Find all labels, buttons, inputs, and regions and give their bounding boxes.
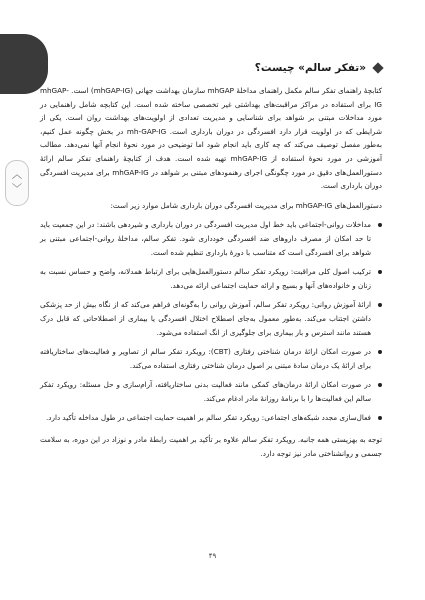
bullet-dot-icon (378, 223, 382, 227)
list-item (40, 265, 382, 292)
page-scroll-control[interactable] (5, 160, 29, 206)
guidelines-list (40, 218, 382, 425)
list-item (40, 218, 382, 259)
closing-paragraph: توجه به بهزیستی همه جانبه. رویکرد تفکر سالم علاوه بر تأکید بر اهمیت رابطۀ مادر و نوزاد در این دوره، به سلامت جسمی و روانشناختی مادر نیز توجه دارد. (40, 435, 382, 458)
list-item-text: در صورت امکان ارائۀ درمان شناختی رفتاری (CBT): رویکرد تفکر سالم از تصاویر و فعالیت‌های ساختاریافته برای ارائۀ یک درمان سادۀ مبتنی بر اصول درمان شناختی رفتاری استفاده می‌کند. (40, 347, 371, 370)
list-item-text: مداخلات روانی-اجتماعی باید خط اول مدیریت افسردگی در دوران بارداری و شیردهی باشند: در این جمعیت باید تا حد امکان از مصرف داروهای ضد افسردگی خودداری شود. تفکر سالم، مداخلۀ روانی-اجتماعی مبتنی بر شواهد برای افسردگی است که متناسب با دورۀ بارداری تنظیم شده است. (40, 220, 371, 257)
bullet-dot-icon (378, 383, 382, 387)
list-item (40, 298, 382, 339)
bullet-dot-icon (378, 350, 382, 354)
guidelines-intro: دستورالعمل‌های mhGAP-IG برای مدیریت افسردگی دوران بارداری شامل موارد زیر است: (110, 200, 382, 210)
list-item-text: ترکیب اصول کلی مراقبت: رویکرد تفکر سالم دستورالعمل‌هایی برای ارتباط همدلانه، واضح و حساس نسبت به زنان و خانواده‌های آنها و بسیج و ارائه حمایت اجتماعی ارائه می‌دهد. (40, 267, 371, 290)
page-number: ۴۹ (208, 552, 217, 560)
intro-paragraph: کتابچۀ راهنمای تفکر سالم مکمل راهنمای مداخلۀ mhGAP سازمان بهداشت جهانی (mhGAP-IG) است. mhGAP-IG برای استفاده در مراکز مراقبت‌های بهداشتی غیر تخصصی ساخته شده است. این کتابچه شامل راهنمایی در مورد مداخلات مبتنی بر شواهد برای شناسایی و مدیریت تعدادی از اولویت‌های بهداشت روان است. یکی از شرایطی که در اولویت قرار دارد افسردگی در دوران بارداری است. mh-GAP-IG در بخش چگونه عمل کنیم، به‌طور مفصل توصیف می‌کند که چه کاری باید انجام شود اما توضیحی در مورد نحوۀ انجام آنها نمی‌دهد. مطالب آموزشی در مورد نحوۀ استفاده از mhGAP-IG تهیه شده است. هدف از کتابچۀ راهنمای تفکر سالم ارائۀ دستورالعمل‌های دقیق در مورد چگونگی اجرای رهنمودهای مبتنی بر شواهد در mhGAP-IG برای مدیریت افسردگی دوران بارداری است. (40, 86, 382, 191)
heading-row (40, 62, 382, 74)
list-item (40, 411, 382, 425)
chevron-down-icon[interactable]: ﹀ (12, 184, 22, 195)
list-item-text: ارائۀ آموزش روانی: رویکرد تفکر سالم، آموزش روانی را به‌گونه‌ای فراهم می‌کند که از نگاه بیش از حد پزشکی داشتن اجتناب می‌کند. به‌طور معمول به‌جای اصطلاح اختلال افسردگی یا بیماری از اصطلاحاتی که قابل درک هستند مانند استرس و بار بیماری برای جلوگیری از انگ استفاده می‌شود. (40, 300, 371, 337)
list-item (40, 345, 382, 372)
diamond-bullet-icon (372, 62, 383, 73)
bullet-dot-icon (378, 270, 382, 274)
chevron-up-icon[interactable]: ︿ (12, 170, 22, 181)
bullet-dot-icon (378, 416, 382, 420)
list-item-text: فعال‌سازی مجدد شبکه‌های اجتماعی: رویکرد تفکر سالم بر اهمیت حمایت اجتماعی در طول مداخله تأکید دارد. (45, 413, 371, 423)
list-item-text: در صورت امکان ارائۀ درمان‌های کمکی مانند فعالیت بدنی ساختاریافته، آرام‌سازی و حل مسئله: رویکرد تفکر سالم این فعالیت‌ها را با برنامۀ روزانۀ مادر ادغام می‌کند. (40, 380, 371, 403)
bullet-dot-icon (378, 303, 382, 307)
page-heading: «تفکر سالم» چیست؟ (254, 62, 366, 74)
list-item (40, 378, 382, 405)
page-content (40, 62, 382, 466)
